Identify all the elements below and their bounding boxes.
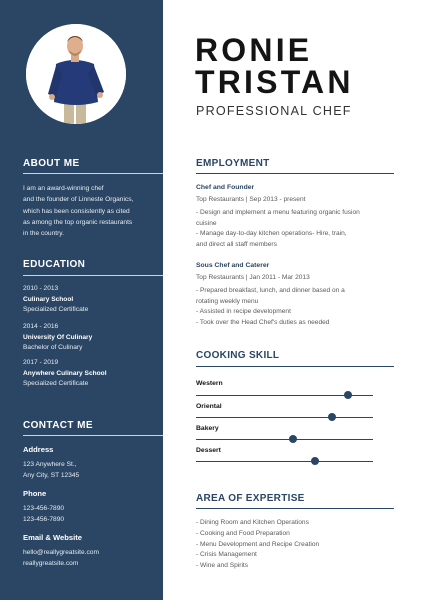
about-line: I am an award-winning chef xyxy=(23,185,104,192)
education-degree: Specialized Certificate xyxy=(23,306,89,314)
address-label: Address xyxy=(23,445,54,454)
email-website xyxy=(23,547,99,570)
email-label: Email & Website xyxy=(23,533,82,542)
skill-label: Western xyxy=(196,380,223,387)
job-title: Chef and Founder xyxy=(196,184,255,191)
about-line: which has been consistently as cited xyxy=(23,207,130,215)
education-years: 2014 - 2016 xyxy=(23,323,59,330)
expertise-heading: AREA OF EXPERTISE xyxy=(196,493,305,504)
expertise-item: - Crisis Management xyxy=(196,551,257,559)
full-name xyxy=(195,34,354,98)
profile-photo xyxy=(26,24,126,124)
employment-divider xyxy=(196,173,394,174)
education-school: Anywhere Culinary School xyxy=(23,369,107,377)
job-bullet: - Prepared breakfast, lunch, and dinner based on a xyxy=(196,287,345,294)
job-bullet: rotating weekly menu xyxy=(196,297,259,305)
about-heading: ABOUT ME xyxy=(23,158,80,169)
education-school: Culinary School xyxy=(23,295,74,303)
address-text xyxy=(23,459,79,482)
about-line: as among the top organic restaurants xyxy=(23,218,133,226)
job-bullets xyxy=(196,286,382,328)
education-item xyxy=(23,322,92,354)
education-degree: Bachelor of Culinary xyxy=(23,344,83,352)
skill-label: Bakery xyxy=(196,425,219,432)
job-bullet: - Design and implement a menu featuring organic fusion xyxy=(196,209,360,216)
expertise-item: - Cooking and Food Preparation xyxy=(196,529,290,537)
job-title-header: PROFESSIONAL CHEF xyxy=(196,104,352,118)
expertise-list xyxy=(196,518,319,572)
skill-level-dot xyxy=(311,457,319,465)
education-item xyxy=(23,284,88,316)
job-bullet: cuisine xyxy=(196,219,217,227)
skill-label: Oriental xyxy=(196,403,222,410)
job-meta: Top Restaurants | Sep 2013 - present xyxy=(196,196,306,203)
skill-bar xyxy=(196,461,373,462)
expertise-item: - Wine and Spirits xyxy=(196,562,249,570)
about-text xyxy=(23,183,155,239)
phone-label: Phone xyxy=(23,489,47,498)
contact-heading: CONTACT ME xyxy=(23,420,93,431)
phone-number: 123-456-7890 xyxy=(23,505,65,512)
phone-list xyxy=(23,503,64,526)
last-name: TRISTAN xyxy=(195,64,354,100)
job-bullet: - Assisted in recipe development xyxy=(196,308,291,316)
address-line: 123 Anywhere St., xyxy=(23,461,77,468)
education-school: University Of Culinary xyxy=(23,333,93,341)
education-item xyxy=(23,358,107,390)
skill-bar xyxy=(196,417,373,418)
skills-heading: COOKING SKILL xyxy=(196,350,280,361)
expertise-item: - Menu Development and Recipe Creation xyxy=(196,540,320,548)
job-bullet: - Manage day-to-day kitchen operations- Hire, train, xyxy=(196,230,347,238)
skill-level-dot xyxy=(344,391,352,399)
job-title: Sous Chef and Caterer xyxy=(196,262,270,269)
education-degree: Specialized Certificate xyxy=(23,380,89,388)
expertise-item: - Dining Room and Kitchen Operations xyxy=(196,519,309,526)
expertise-divider xyxy=(196,508,394,509)
address-line: Any City, ST 12345 xyxy=(23,472,80,480)
education-heading: EDUCATION xyxy=(23,259,86,270)
website-link[interactable]: reallygreatsite.com xyxy=(23,560,79,568)
education-years: 2010 - 2013 xyxy=(23,285,59,292)
about-line: and the founder of Linneste Organics, xyxy=(23,196,134,204)
about-divider xyxy=(23,173,163,174)
job-bullet: and direct all staff members xyxy=(196,240,277,248)
about-line: in the country. xyxy=(23,230,64,238)
skill-label: Dessert xyxy=(196,447,221,454)
phone-number: 123-456-7890 xyxy=(23,516,65,524)
chef-portrait-photo xyxy=(26,24,126,124)
email-link[interactable]: hello@reallygreatsite.com xyxy=(23,549,99,556)
job-meta: Top Restaurants | Jan 2011 - Mar 2013 xyxy=(196,274,310,281)
skill-level-dot xyxy=(328,413,336,421)
skills-divider xyxy=(196,366,394,367)
education-years: 2017 - 2019 xyxy=(23,359,59,366)
skill-level-dot xyxy=(289,435,297,443)
employment-heading: EMPLOYMENT xyxy=(196,158,270,169)
first-name: RONIE xyxy=(195,32,313,68)
sidebar xyxy=(0,0,163,600)
job-bullets xyxy=(196,208,382,250)
contact-divider xyxy=(23,435,163,436)
skill-bar xyxy=(196,439,373,440)
job-bullet: - Took over the Head Chef's duties as needed xyxy=(196,318,330,326)
education-divider xyxy=(23,275,163,276)
